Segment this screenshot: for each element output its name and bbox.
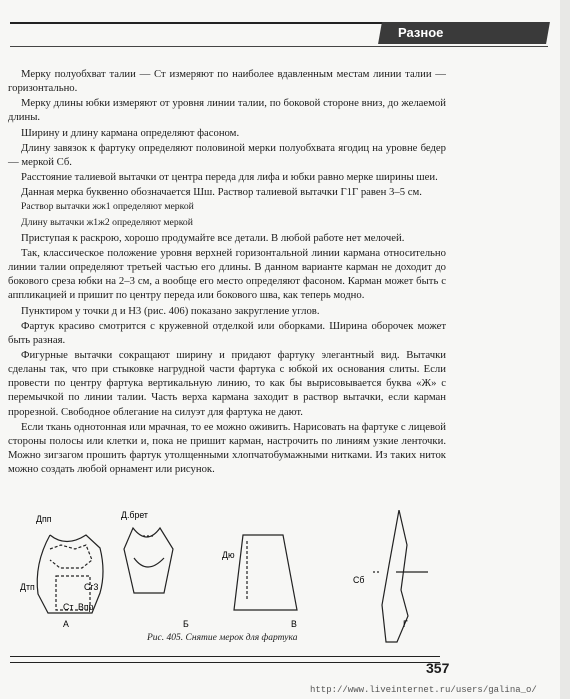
paragraph: Раствор вытачки жж1 определяют меркой [21,201,194,213]
header-underline [10,46,548,47]
paragraph: Фигурные вытачки сокращают ширину и придают фартуку элегантный вид. Вытачки сделаны так, что при стыковке нагрудной части фартука с юбкой их основания слиты. Если провести по центру фартука вертикальную линию, то как бы вырисовывается буква «Ж» с перемычкой по линии талии. Часть верха кармана заходит в раствор вытачки, если карман прорезной. Свободное облегание на силуэт для фартука не дают. [8,348,446,418]
label-dyu: Дю [222,550,235,560]
label-dtp: Дтп [20,582,35,592]
paragraph: Длину завязок к фартуку определяют половиной мерки полуобхвата ягодиц на уровне бедер — меркой Сб. [8,141,446,168]
panel-label-b: Б [183,619,189,629]
footer-rule-lower [10,662,440,663]
paragraph: Так, классическое положение уровня верхней горизонтальной линии кармана относительно линии талии определяют третьей частью его длины. В данном варианте карман не доходит до бокового среза юбки на 2–3 см, а вообще его место определяют фасоном. Карман может быть с аппликацией и пришит по центру переда или бокового шва, как теперь модно. [8,246,446,302]
source-url: http://www.liveinternet.ru/users/galina_o/ [310,685,537,695]
panel-label-d: Г [403,619,408,629]
section-title: Разное [398,25,444,40]
paragraph: Если ткань однотонная или мрачная, то ее можно оживить. Нарисовать на фартуке с лицевой стороны полосы или клетки и, пока не пришит карман, настрочить по линиям узкие ленточки. Можно зигзагом прошить фартук утолщенными хлопчатобумажными нитками. Из таких ниток можно создать любой орнамент или рисунок. [8,420,446,476]
header-rule [10,22,440,24]
body-text [8,67,446,477]
footer-rule [10,656,440,657]
label-vpr: Впр [78,602,94,612]
panel-label-c: В [291,619,297,629]
label-dpp: Дпп [36,514,52,524]
paragraph: Приступая к раскрою, хорошо продумайте все детали. В любой работе нет мелочей. [21,231,405,244]
page-edge [560,0,570,699]
paragraph: Расстояние талиевой вытачки от центра переда для лифа и юбки равно мерке ширины шеи. [21,171,438,184]
paragraph: Пунктиром у точки д и Н3 (рис. 406) показано закругление углов. [21,304,320,317]
paragraph: Фартук красиво смотрится с кружевной отделкой или оборками. Ширина оборочек может быть разная. [8,319,446,346]
page-number: 357 [426,660,450,676]
caption-text: Снятие мерок для фартука [185,633,298,643]
caption-number: Рис. 405. [147,633,184,643]
label-sg3: Сг3 [84,582,99,592]
paragraph: Ширину и длину кармана определяют фасоном. [21,126,240,139]
label-st: Ст [63,602,74,612]
paragraph: Мерку длины юбки измеряют от уровня линии талии, по боковой стороне вниз, до желаемой длины. [8,97,446,124]
paragraph: Длину вытачки ж1ж2 определяют меркой [21,216,193,228]
label-sb: Сб [353,575,365,585]
figure-caption [147,633,297,643]
paragraph: Мерку полуобхват талии — Ст измеряют по наиболее вдавленным местам линии талии — горизонтально. [8,68,446,95]
measurement-figure [8,510,478,646]
label-dbret: Д.брет [121,510,148,520]
panel-label-a: А [63,619,69,629]
paragraph: Данная мерка буквенно обозначается Шш. Раствор талиевой вытачки Г1Г равен 3–5 см. [21,186,422,199]
